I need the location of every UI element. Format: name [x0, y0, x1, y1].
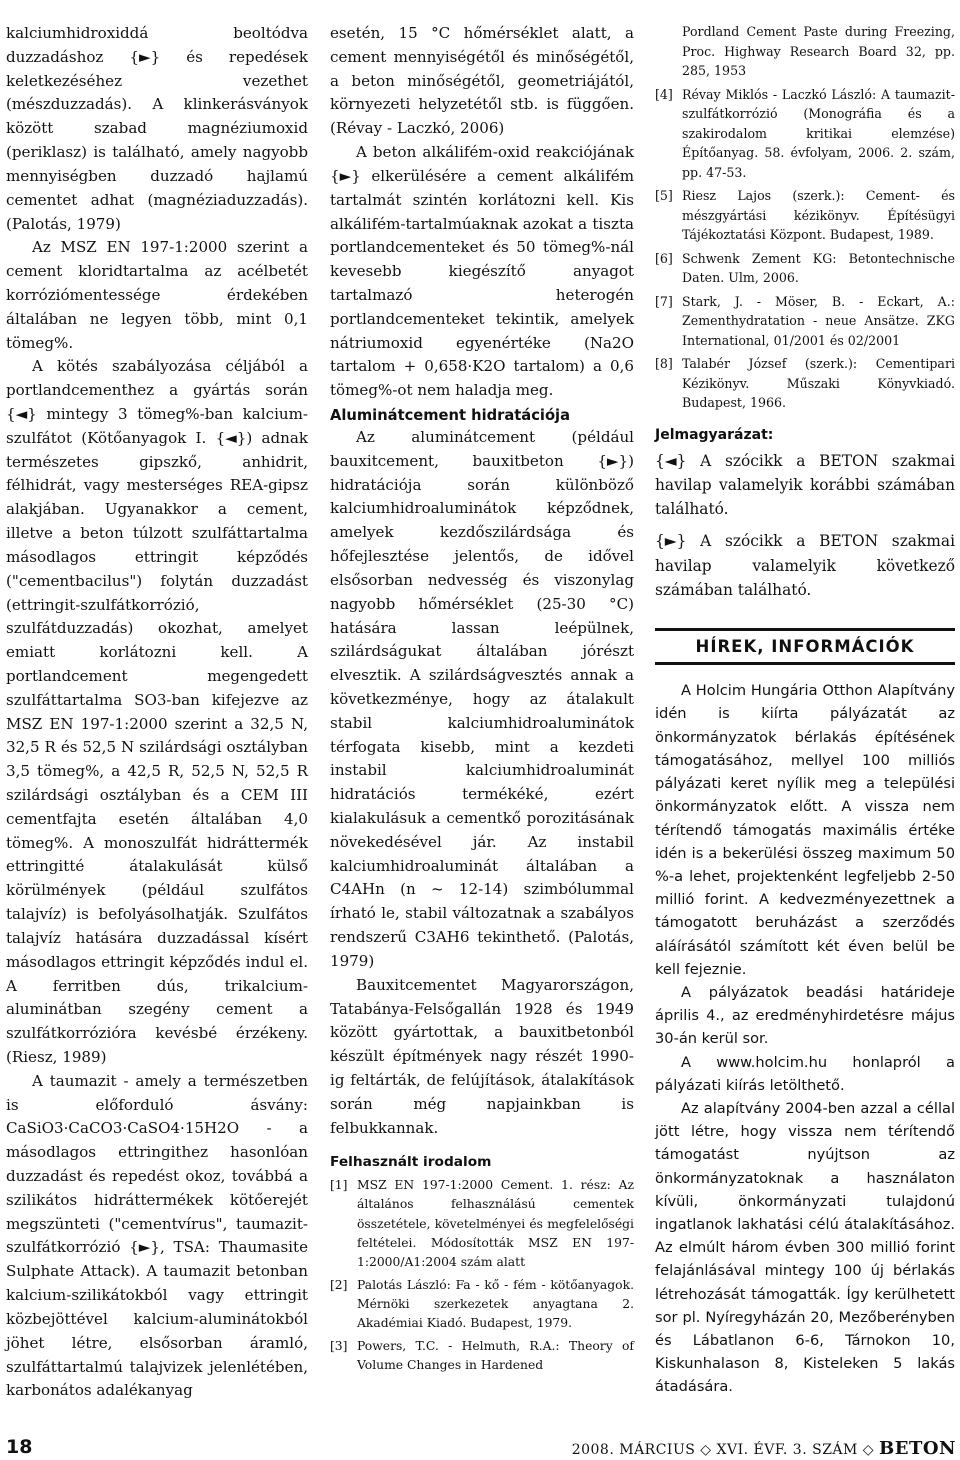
legend-heading: Jelmagyarázat: — [655, 426, 774, 443]
legend-next: {►} A szócikk a BETON szakmai havilap valamelyik következő számában található. — [655, 532, 955, 599]
column-middle — [330, 22, 634, 1379]
paragraph-chloride: Az MSZ EN 197-1:2000 szerint a cement kloridtartalma az acélbetét korróziómentessége érdekében általában ne legyen több, mint 0,1 tömeg%. — [6, 238, 308, 352]
section-heading-aluminate: Aluminátcement hidratációja — [330, 407, 570, 424]
page-number: 18 — [6, 1436, 33, 1458]
column-right — [655, 22, 955, 1399]
column-left — [6, 22, 308, 1403]
paragraph-aluminate: Az aluminátcement (például bauxitcement, bauxitbeton {►}) hidratációja során különböző kalciumhidroaluminátok képződnek, amelyek kezdőszilárdsága és hőfejlesztése jelentős, de idővel elsősorban nedvesség és viszonylag nagyobb hőmérséklet (25-30 °C) hatására lassan leépülnek, szilárdságukat általában jórészt elvesztik. A szilárdságvesztés annak a következménye, hogy az átalakult stabil kalciumhidroaluminátok térfogata kisebb, mint a kezdeti instabil kalciumhidroaluminát hidratációs termékéké, ezért kialakulásuk a cementkő porozitásának növekedésével jár. Az instabil kalciumhidroaluminát általában a C4AHn (n ~ 12-14) szimbólummal írható le, stabil változatnak a szabályos rendszerű C3AH6 tekinthető. (Palotás, 1979) — [330, 428, 634, 970]
references-heading: Felhasznált irodalom — [330, 1154, 492, 1171]
news-section — [655, 679, 955, 1398]
paragraph-swelling: kalciumhidroxiddá beoltódva duzzadáshoz {►} és repedések keletkezéséhez vezethet (mészduzzadás). A klinkerásványok között szabad magnéziumoxid (periklasz) is található, amely nagyobb mennyiségben duzzadó hajlamú cementet adhat (magnéziaduzzadás). (Palotás, 1979) — [6, 24, 308, 233]
journal-info — [572, 1438, 956, 1459]
news-paragraph: A pályázatok beadási határideje április 4., az eredményhirdetésre május 30-án kerül sor. — [655, 983, 955, 1048]
paragraph-sulfate: A kötés szabályozása céljából a portlandcementhez a gyártás során {◄} mintegy 3 tömeg%-ban kalcium-szulfátot (Kötőanyagok I. {◄}) adnak természetes gipszkő, anhidrit, félhidrát, vagy mesterséges REA-gipsz alakjában. Ugyanakkor a cement, illetve a beton túlzott szulfáttartalma másodlagos ettringit képződés ("cementbacilus") folytán duzzadást (ettringit-szulfátkorrózió, szulfátduzzadás) okozhat, amelyet emiatt korlátozni kell. A portlandcement megengedett szulfáttartalma SO3-ban kifejezve az MSZ EN 197-1:2000 szerint a 32,5 N, 32,5 R és 52,5 N szilárdsági osztályban 3,5 tömeg%, a 42,5 R, 52,5 N, 52,5 R szilárdsági osztályban és a CEM III cementfajta esetén általában 4,0 tömeg%. A monoszulfát hidráttermék ettringitté átalakulását külső körülmények (például szulfátos talajvíz) is befolyásolhatják. Szulfátos talajvíz hatására duzzadással kísért másodlagos ettringit képződés indul el. A ferritben dús, trikalcium-aluminátban szegény cement a szulfátkorrózióra kevésbé érzékeny. (Riesz, 1989) — [6, 357, 308, 1066]
reference-item: [1] MSZ EN 197-1:2000 Cement. 1. rész: Az általános felhasználású cementek összetétele, követelményei és megfelelőségi feltételei. Módosították MSZ EN 197-1:2000/A1:2004 szám alatt — [330, 1178, 634, 1269]
legend-previous: {◄} A szócikk a BETON szakmai havilap valamelyik korábbi számában található. — [655, 451, 955, 519]
news-paragraph: Az alapítvány 2004-ben azzal a céllal jött létre, hogy vissza nem térítendő támogatást nyújtson az önkormányzatoknak a használaton kívüli, önkormányzati tulajdonú ingatlanok lakhatási célú átalakításához. Az elmúlt három évben 300 millió forint felajánlásával mintegy 100 új bérlakás létrehozását támogatták. Így kerülhetett sor pl. Nyíregyházán 20, Mezőberényben és Lábatlanon 6-6, Tárnokon 10, Kiskunhalason 8, Kisteleken 5 lakás átadására. — [655, 1099, 955, 1396]
reference-item: [7] Stark, J. - Möser, B. - Eckart, A.: Zementhydratation - neue Ansätze. ZKG International, 01/2001 és 02/2001 — [655, 293, 955, 348]
reference-item: [8] Talabér József (szerk.): Cementipari Kézikönyv. Műszaki Könyvkiadó. Budapest, 1966. — [655, 356, 955, 410]
reference-item: [6] Schwenk Zement KG: Betontechnische Daten. Ulm, 2006. — [655, 250, 955, 285]
issue-info: 2008. MÁRCIUS ◇ XVI. ÉVF. 3. SZÁM ◇ — [571, 1442, 875, 1458]
page-footer — [0, 1436, 960, 1460]
news-section-title: HÍREK, INFORMÁCIÓK — [655, 628, 955, 665]
news-paragraph: A Holcim Hungária Otthon Alapítvány idén is kiírta pályázatát az önkormányzatok bérlakás építésének támogatásához, mellyel 100 milliós pályázati keret nyílik meg a települési önkormányzatok előtt. A vissza nem térítendő támogatás maximális értéke idén is a bekerülési összeg maximum 50 %-a lehet, projektenként legfeljebb 2-50 millió forint. A kedvezményezettnek a támogatott beruházást a szerződés aláírásától számított két éven belül be kell fejeznie. — [655, 682, 955, 978]
paragraph-bauxite: Bauxitcementet Magyarországon, Tatabánya-Felsőgallán 1928 és 1949 között gyártottak, a bauxitbetonból készült építmények nagy részét 1990-ig feltárták, de felújítások, átalakítások során még napjainkban is felbukkannak. — [330, 975, 634, 1137]
news-paragraph: A www.holcim.hu honlapról a pályázati kiírás letölthető. — [655, 1053, 955, 1094]
paragraph-alkali: A beton alkálifém-oxid reakciójának {►} elkerülésére a cement alkálifém tartalmát szintén korlátozni kell. Kis alkálifém-tartalmúaknak azokat a tiszta portlandcementeket és 50 tömeg%-nál kevesebb kiegészítő anyagot tartalmazó heterogén portlandcementeket tekintik, amelyek nátriumoxid egyenértéke (Na2O tartalom + 0,658·K2O tartalom) a 0,6 tömeg%-ot nem haladja meg. — [330, 143, 634, 400]
journal-brand: BETON — [879, 1438, 956, 1459]
reference-item: [3] Powers, T.C. - Helmuth, R.A.: Theory of Volume Changes in Hardened — [330, 1339, 634, 1373]
reference-item-continued: Pordland Cement Paste during Freezing, Proc. Highway Research Board 32, pp. 285, 1953 — [682, 24, 955, 78]
reference-item: [2] Palotás László: Fa - kő - fém - kötőanyagok. Mérnöki szerkezetek anyagtana 2. Akadémiai Kiadó. Budapest, 1979. — [330, 1277, 634, 1331]
reference-item: [4] Révay Miklós - Laczkó László: A taumazit-szulfátkorrózió (Monográfia és a szakirodalom kritikai elemzése) Építőanyag. 58. évfolyam, 2006. 2. szám, pp. 47-53. — [655, 86, 955, 180]
reference-item: [5] Riesz Lajos (szerk.): Cement- és mészgyártási kézikönyv. Építésügyi Tájékoztatási Központ. Budapest, 1989. — [655, 188, 955, 242]
paragraph-thaumasite-cont: esetén, 15 °C hőmérséklet alatt, a cement mennyiségétől és minőségétől, a beton minőségétől, geometriájától, környezeti helyzetétől stb. is függően. (Révay - Laczkó, 2006) — [330, 24, 634, 138]
paragraph-thaumasite: A taumazit - amely a természetben is előforduló ásvány: CaSiO3·CaCO3·CaSO4·15H2O - a másodlagos ettringithez hasonlóan duzzadást és repedést okoz, továbbá a szilikátos hidráttermékek kötőerejét megszünteti ("cementvírus", taumazit-szulfátkorrózió {►}, TSA: Thaumasite Sulphate Attack). A taumazit betonban kalcium-szilikátokból vagy ettringit közbejöttével kalcium-aluminátokból jöhet létre, elsősorban áramló, szulfáttartalmú talajvizek jelenlétében, karbonátos adalékanyag — [6, 1071, 308, 1400]
